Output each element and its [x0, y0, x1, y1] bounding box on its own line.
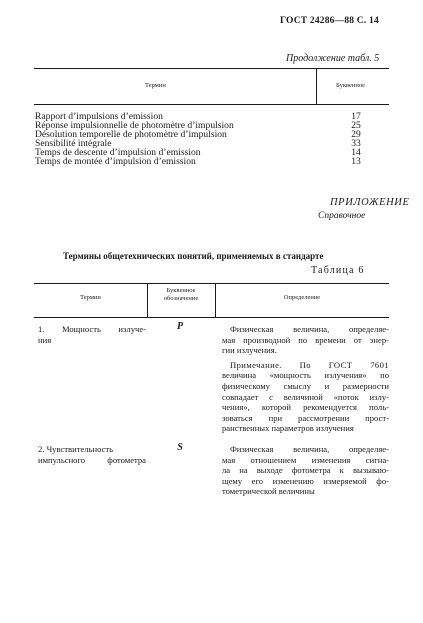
table6-row2-def-line5: тометрической величины	[222, 486, 315, 497]
appendix-subtitle: Справочное	[318, 211, 366, 221]
table6-row2-definition	[222, 444, 389, 497]
table6-header-letter-line1: Буквенное	[166, 287, 196, 294]
section-title: Термины общетехнических понятий, применяемых в стандарте	[63, 251, 324, 261]
table5-col-divider	[316, 68, 317, 104]
table6-row2-term-line2: импульсного фотометра	[38, 454, 146, 465]
table5-term-2: Réponse impulsionnelle de photomètre d’impulsion	[35, 120, 234, 131]
table6-row1-def-line10: ранственных параметров излучения	[222, 423, 354, 434]
table6-row1-definition	[222, 324, 389, 434]
table5-num-6: 13	[351, 156, 361, 167]
table5-term-3: Désolution temporelle de photomètre d’impulsion	[35, 129, 227, 140]
table6-row1-def-line1: Физическая величина, определяе-	[230, 324, 389, 334]
table6-header-letter	[147, 287, 215, 303]
table5-term-5: Temps de descente d’impulsion d’emission	[35, 147, 201, 158]
table6-row1-def-line4: Примечание. По ГОСТ 7601	[230, 359, 389, 370]
table5-header-letter: Буквенное	[336, 82, 366, 89]
table5-num-3: 29	[351, 129, 361, 140]
table6-row1-def-line5: величина «мощность излучения» по	[222, 370, 389, 381]
table5-header-rule	[34, 104, 389, 105]
table6-row2-def-line2: мая отношением изменения сигна-	[222, 454, 389, 465]
table6-row1-def-line7: совпадает с величиной «поток излу-	[222, 391, 389, 402]
table6-row1-def-line9: зоваться при рассмотрении прост-	[222, 412, 389, 423]
table5-num-5: 14	[351, 147, 361, 158]
table6-row2-def-line4: щему его изменению измеряемой фо-	[222, 475, 389, 486]
table6-row2-def-line3: ла на выходе фотометра к вызываю-	[222, 465, 389, 476]
table6-row2-letter: S	[177, 442, 183, 453]
table6-row1-term-line1: 1. Мощность излуче-	[38, 324, 146, 334]
table6-row1-def-line3: гии излучения.	[222, 345, 277, 356]
table5-num-4: 33	[351, 138, 361, 149]
table6-row2-term-line1: 2. Чувствительность	[38, 444, 114, 454]
table-continuation-label: Продолжение табл. 5	[286, 53, 380, 64]
table6-row1-term	[38, 324, 146, 345]
page-header-standard: ГОСТ 24286—88 С. 14	[280, 16, 379, 26]
table5-term-1: Rapport d’impulsions d’emission	[35, 111, 163, 122]
table5-term-6: Temps de montée d’impulsion d’emission	[35, 156, 196, 167]
table6-row1-term-line2: ния	[38, 334, 52, 345]
table6-header-term: Термин	[80, 294, 101, 301]
table6-label: Таблица 6	[311, 265, 365, 276]
table5-term-4: Sensibilité intégrale	[35, 138, 112, 149]
table5-header-term: Термин	[145, 82, 166, 89]
table5-num-2: 25	[351, 120, 361, 131]
table6-header-letter-line2: обозначение	[163, 295, 199, 302]
table5-top-rule	[34, 68, 389, 69]
table6-row2-term	[38, 444, 146, 465]
table6-row1-letter: P	[176, 321, 184, 332]
table6-row1-def-line6: физическому смыслу и размерности	[222, 380, 389, 391]
table6-top-rule	[34, 283, 389, 284]
table6-row1-def-line2: мая производной по времени от энер-	[222, 334, 389, 345]
table6-row2-def-line1: Физическая величина, определяе-	[230, 444, 389, 454]
appendix-title: ПРИЛОЖЕНИЕ	[330, 197, 410, 208]
table6-header-definition: Определение	[283, 294, 321, 301]
table5-num-1: 17	[351, 111, 361, 122]
table6-row1-def-line8: чения», которой рекомендуется поль-	[222, 402, 389, 413]
table6-header-rule	[34, 317, 389, 318]
